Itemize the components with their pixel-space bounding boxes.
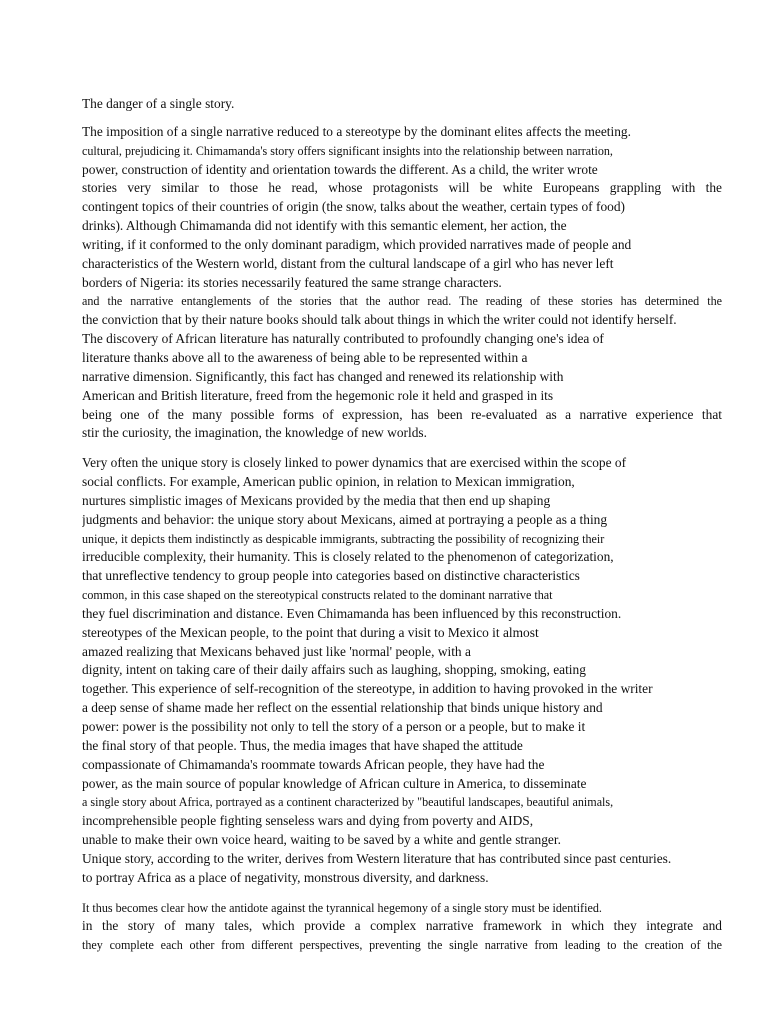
text-line: The discovery of African literature has naturally contributed to profoundly changing one's idea of (82, 331, 604, 347)
text-line: in the story of many tales, which provide a complex narrative framework in which they integrate and (82, 918, 722, 934)
text-line: amazed realizing that Mexicans behaved just like 'normal' people, with a (82, 643, 471, 659)
document-title: The danger of a single story. (82, 96, 235, 111)
text-line: literature thanks above all to the awareness of being able to be represented within a (82, 349, 528, 365)
text-line: stir the curiosity, the imagination, the knowledge of new worlds. (82, 425, 427, 441)
text-line: they fuel discrimination and distance. Even Chimamanda has been influenced by this reconstruction. (82, 605, 622, 621)
text-line: compassionate of Chimamanda's roommate towards African people, they have had the (82, 756, 545, 772)
text-line: to portray Africa as a place of negativity, monstrous diversity, and darkness. (82, 869, 489, 885)
text-line: the conviction that by their nature books should talk about things in which the writer could not identify herself. (82, 312, 677, 328)
text-line: incomprehensible people fighting senseless wars and dying from poverty and AIDS, (82, 813, 534, 829)
text-line: Unique story, according to the writer, derives from Western literature that has contributed since past centuries. (82, 850, 672, 866)
text-line: dignity, intent on taking care of their daily affairs such as laughing, shopping, smoking, eating (82, 662, 586, 678)
text-line: common, in this case shaped on the stereotypical constructs related to the dominant narrative that (82, 588, 553, 603)
text-line: and the narrative entanglements of the stories that the author read. The reading of these stories has determined the (82, 294, 722, 309)
text-line: writing, if it conformed to the only dominant paradigm, which provided narratives made of people and (82, 236, 632, 252)
text-line: Very often the unique story is closely linked to power dynamics that are exercised within the scope of (82, 455, 627, 471)
text-line: they complete each other from different perspectives, preventing the single narrative from leading to the creation of the (82, 938, 722, 953)
text-line: power: power is the possibility not only to tell the story of a person or a people, but to make it (82, 719, 586, 734)
text-line: characteristics of the Western world, distant from the cultural landscape of a girl who has never left (82, 255, 614, 271)
text-line: power, as the main source of popular knowledge of African culture in America, to disseminate (82, 775, 587, 791)
text-line: being one of the many possible forms of expression, has been re-evaluated as a narrative experience that (82, 406, 722, 422)
text-line: stereotypes of the Mexican people, to the point that during a visit to Mexico it almost (82, 624, 539, 640)
text-line: social conflicts. For example, American public opinion, in relation to Mexican immigration, (82, 474, 575, 490)
paragraph (82, 899, 722, 956)
text-line: It thus becomes clear how the antidote against the tyrannical hegemony of a single story must be identified. (82, 900, 602, 915)
text-line: that unreflective tendency to group people into categories based on distinctive characteristics (82, 568, 580, 584)
text-line: a single story about Africa, portrayed as a continent characterized by "beautiful landscapes, beautiful animals, (82, 795, 614, 810)
text-line: irreducible complexity, their humanity. This is closely related to the phenomenon of categorization, (82, 549, 614, 565)
text-line: together. This experience of self-recognition of the stereotype, in addition to having provoked in the writer (82, 681, 653, 697)
text-line: unique, it depicts them indistinctly as despicable immigrants, subtracting the possibility of recognizing their (82, 531, 605, 546)
text-line: narrative dimension. Significantly, this fact has changed and renewed its relationship with (82, 368, 564, 384)
text-line: borders of Nigeria: its stories necessarily featured the same strange characters. (82, 274, 502, 290)
text-line: unable to make their own voice heard, waiting to be saved by a white and gentle stranger. (82, 832, 561, 848)
text-line: cultural, prejudicing it. Chimamanda's story offers significant insights into the relationship between narration, (82, 143, 613, 158)
text-line: stories very similar to those he read, whose protagonists will be white Europeans grappling with the (82, 180, 722, 196)
text-line: American and British literature, freed from the hegemonic role it held and grasped in its (82, 387, 554, 403)
text-line: judgments and behavior: the unique story about Mexicans, aimed at portraying a people as a thing (82, 511, 608, 527)
paragraph (82, 123, 722, 443)
text-line: The imposition of a single narrative reduced to a stereotype by the dominant elites affects the meeting. (82, 123, 631, 139)
text-line: drinks). Although Chimamanda did not identify with this semantic element, her action, the (82, 218, 567, 234)
text-line: the final story of that people. Thus, the media images that have shaped the attitude (82, 737, 523, 753)
document-page (82, 95, 722, 966)
paragraph (82, 454, 722, 887)
text-line: contingent topics of their countries of origin (the snow, talks about the weather, certain types of food) (82, 199, 625, 215)
document-body (82, 123, 722, 955)
text-line: power, construction of identity and orientation towards the different. As a child, the writer wrote (82, 161, 598, 177)
text-line: nurtures simplistic images of Mexicans provided by the media that then end up shaping (82, 492, 551, 508)
text-line: a deep sense of shame made her reflect on the essential relationship that binds unique history and (82, 700, 603, 716)
